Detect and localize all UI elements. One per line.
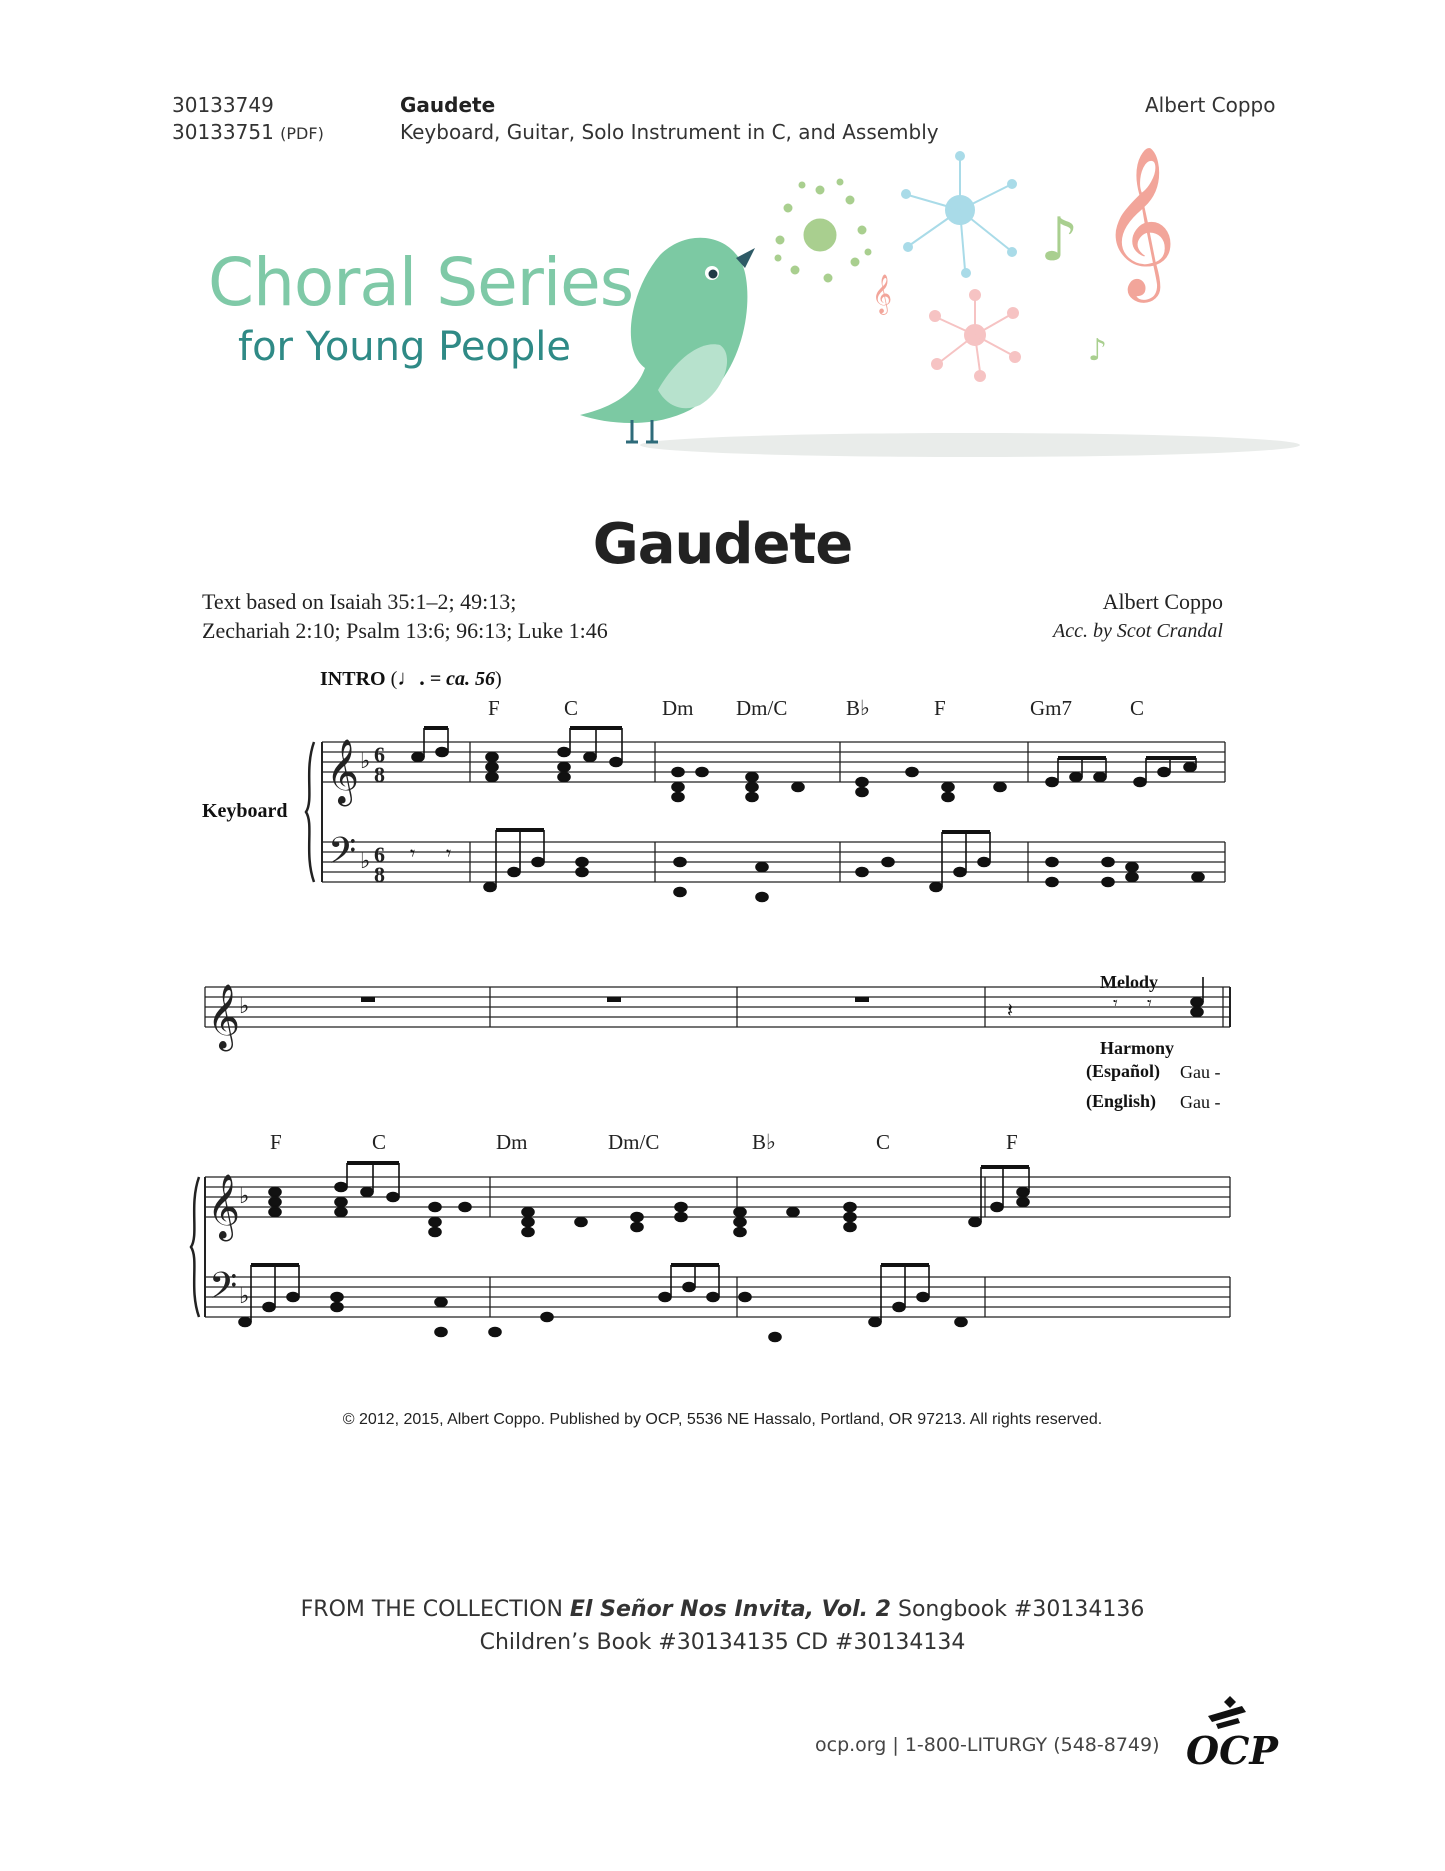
chord-symbol: B♭: [846, 696, 870, 720]
chord-symbol: Dm/C: [608, 1130, 660, 1154]
song-accompaniment: Acc. by Scot Crandal: [1053, 620, 1223, 642]
pink-burst-icon: [930, 290, 1020, 381]
collection-songbook: Songbook #30134136: [897, 1597, 1145, 1622]
treble-clef: 𝄞: [326, 739, 360, 804]
vocal-notes: [1007, 977, 1203, 1022]
series-illustration: [540, 140, 1320, 460]
header-instrumentation: Keyboard, Guitar, Solo Instrument in C, and Assembly: [400, 120, 939, 144]
product-code-2: [172, 119, 324, 147]
svg-text:𝄾: 𝄾: [446, 841, 452, 865]
chord-symbol: C: [564, 696, 579, 720]
collection-prefix: FROM THE COLLECTION: [300, 1597, 563, 1622]
series-title: Choral Series: [208, 244, 634, 321]
brace: [306, 742, 314, 882]
svg-text:𝄾: 𝄾: [410, 841, 416, 865]
collection-name: El Señor Nos Invita, Vol. 2: [569, 1597, 891, 1622]
dotted-quarter-icon: ♩.: [397, 665, 425, 690]
text-source-line1: Text based on Isaiah 35:1–2; 49:13;: [202, 589, 517, 614]
melody-label: Melody: [1100, 972, 1158, 992]
chord-symbol: F: [488, 696, 500, 720]
time-signature-bottom: 8: [374, 862, 385, 887]
header-title: Gaudete: [400, 93, 496, 117]
bass-clef: 𝄢: [328, 830, 357, 881]
system-2-score: [185, 975, 1240, 1345]
green-burst-icon: [775, 179, 871, 282]
flat-sign: ♭: [239, 1184, 250, 1209]
tempo-marking: = ca. 56: [429, 668, 496, 690]
product-code-2-number: 30133751: [172, 120, 274, 144]
chord-symbol: F: [1006, 1130, 1018, 1154]
collection-line-1: [0, 1597, 1445, 1622]
green-note-icon: ♪: [1040, 205, 1079, 275]
small-treble-clef-icon: 𝄞: [872, 274, 893, 314]
whole-rests: [361, 997, 869, 1002]
english-label: (English): [1086, 1091, 1157, 1111]
piano-treble-notes: [269, 1163, 1029, 1237]
svg-text:𝄾: 𝄾: [1113, 993, 1118, 1014]
time-signature-top: 6: [374, 842, 385, 867]
time-signature-bottom: 8: [374, 762, 385, 787]
lyric-english: Gau -: [1180, 1092, 1221, 1112]
flat-sign: ♭: [239, 994, 250, 1019]
bass-notes: [410, 830, 1204, 902]
bird-icon: [580, 238, 755, 442]
intro-text: INTRO: [320, 668, 386, 690]
flat-sign: ♭: [360, 849, 371, 874]
header-composer: Albert Coppo: [1145, 93, 1276, 117]
text-source-line2: Zechariah 2:10; Psalm 13:6; 96:13; Luke 1:46: [202, 618, 608, 643]
chord-symbol: C: [876, 1130, 891, 1154]
treble-clef-icon: 𝄞: [1100, 144, 1177, 296]
chord-symbol: F: [270, 1130, 282, 1154]
flat-sign: ♭: [360, 749, 371, 774]
chord-symbol: Dm/C: [736, 696, 788, 720]
small-green-note-icon: ♪: [1088, 333, 1108, 368]
treble-clef: 𝄞: [207, 984, 241, 1049]
song-composer: Albert Coppo: [1102, 589, 1223, 614]
brace: [191, 1177, 199, 1317]
intro-label: INTRO (♩. = ca. 56): [320, 665, 502, 690]
lyric-espanol: Gau -: [1180, 1062, 1221, 1082]
system-1-score: [300, 720, 1240, 920]
harmony-label: Harmony: [1100, 1038, 1174, 1058]
blue-burst-icon: [902, 152, 1016, 277]
chord-symbol: C: [372, 1130, 387, 1154]
svg-text:𝄽: 𝄽: [1007, 998, 1014, 1022]
chord-symbol: C: [1130, 696, 1145, 720]
ocp-logo: [1180, 1690, 1278, 1780]
time-signature-top: 6: [374, 742, 385, 767]
footer-contact: ocp.org | 1-800-LITURGY (548-8749): [815, 1734, 1160, 1756]
chord-symbol: Dm: [662, 696, 694, 720]
product-code-2-suffix: (PDF): [280, 124, 324, 143]
keyboard-label: Keyboard: [202, 800, 288, 822]
treble-notes: [412, 728, 1196, 802]
ground-shadow: [640, 433, 1300, 457]
espanol-label: (Español): [1086, 1061, 1161, 1081]
collection-line-2: Children’s Book #30134135 CD #30134134: [479, 1630, 966, 1655]
chord-symbol: F: [934, 696, 946, 720]
chord-symbol: Gm7: [1030, 696, 1072, 720]
copyright-notice: © 2012, 2015, Albert Coppo. Published by OCP, 5536 NE Hassalo, Portland, OR 97213. All rights reserved.: [342, 1411, 1103, 1428]
series-subtitle: for Young People: [238, 324, 572, 370]
flat-sign: ♭: [239, 1284, 250, 1309]
bass-clef: 𝄢: [209, 1265, 238, 1316]
chord-symbol: Dm: [496, 1130, 528, 1154]
song-title: Gaudete: [592, 512, 853, 577]
chord-symbol: B♭: [752, 1130, 776, 1154]
svg-text:𝄾: 𝄾: [1147, 993, 1152, 1014]
ocp-logo-text: OCP: [1186, 1728, 1278, 1773]
treble-clef: 𝄞: [207, 1174, 241, 1239]
product-code-1: 30133749: [172, 93, 274, 117]
